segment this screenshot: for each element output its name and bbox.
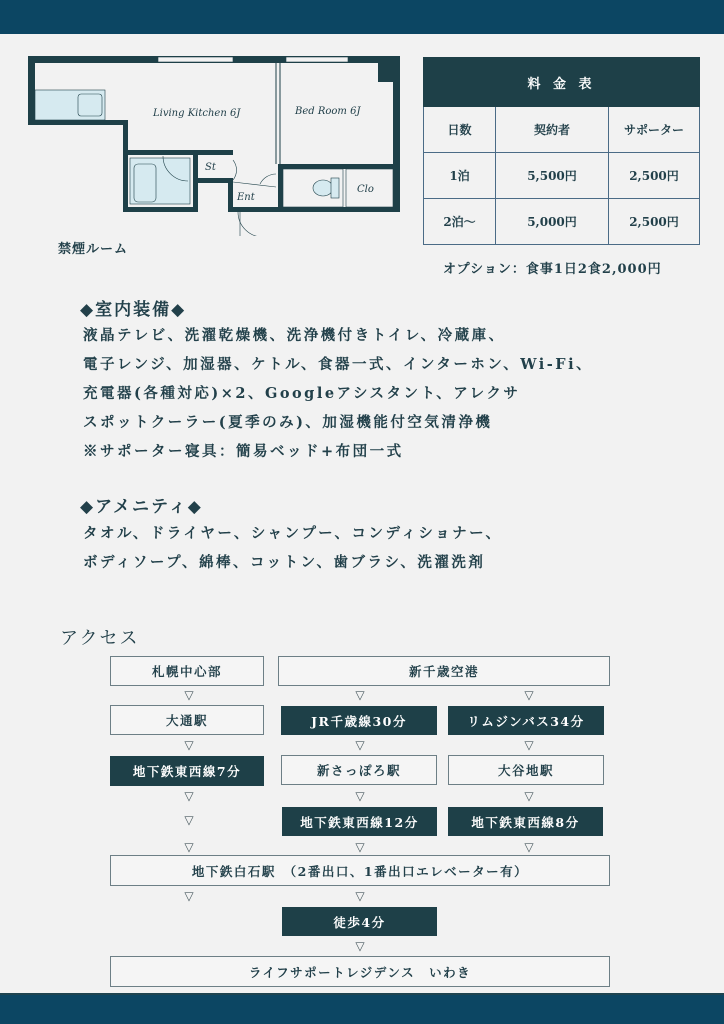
cell-supporter-price: 2,500円 — [609, 199, 700, 245]
arrow-down-icon: ▽ — [355, 889, 365, 903]
floor-plan — [28, 56, 400, 236]
room-label-bedroom: Bed Room 6J — [295, 106, 361, 117]
access-heading: アクセス — [60, 628, 140, 649]
non-smoking-label: 禁煙ルーム — [58, 242, 129, 257]
room-label-closet: Clo — [357, 184, 374, 195]
room-label-living: Living Kitchen 6J — [153, 108, 241, 119]
arrow-down-icon: ▽ — [184, 789, 194, 803]
node-tozai-line-7min: 地下鉄東西線7分 — [110, 756, 264, 786]
equipment-line: スポットクーラー(夏季のみ)、加湿機能付空気清浄機 — [83, 414, 493, 431]
arrow-down-icon: ▽ — [355, 738, 365, 752]
price-table-title: 料 金 表 — [424, 58, 700, 107]
node-tozai-line-12min: 地下鉄東西線12分 — [282, 807, 437, 836]
amenity-line: ボディソープ、綿棒、コットン、歯ブラシ、洗濯洗剤 — [83, 554, 486, 571]
node-walk-4min: 徒歩4分 — [282, 907, 437, 936]
arrow-down-icon: ▽ — [184, 889, 194, 903]
node-tozai-line-8min: 地下鉄東西線8分 — [448, 807, 603, 836]
arrow-down-icon: ▽ — [184, 688, 194, 702]
header-bar — [0, 0, 724, 34]
arrow-down-icon: ▽ — [184, 813, 194, 827]
arrow-down-icon: ▽ — [184, 738, 194, 752]
footer-bar — [0, 993, 724, 1024]
node-shiroishi-station: 地下鉄白石駅 （2番出口、1番出口エレベーター有） — [110, 855, 610, 886]
arrow-down-icon: ▽ — [355, 789, 365, 803]
cell-days: 2泊〜 — [424, 199, 496, 245]
node-destination: ライフサポートレジデンス いわき — [110, 956, 610, 987]
amenity-heading: ◆アメニティ◆ — [80, 497, 203, 517]
node-oyachi-station: 大谷地駅 — [448, 755, 604, 785]
arrow-down-icon: ▽ — [184, 840, 194, 854]
equipment-line: ※サポーター寝具：簡易ベッド+布団一式 — [83, 443, 404, 460]
header-contractor: 契約者 — [496, 107, 609, 153]
arrow-down-icon: ▽ — [355, 688, 365, 702]
cell-supporter-price: 2,500円 — [609, 153, 700, 199]
node-new-chitose-airport: 新千歳空港 — [278, 656, 610, 686]
floor-plan-drawing — [28, 56, 400, 236]
equipment-line: 電子レンジ、加湿器、ケトル、食器一式、インターホン、Wi-Fi、 — [83, 356, 594, 373]
equipment-line: 液晶テレビ、洗濯乾燥機、洗浄機付きトイレ、冷蔵庫、 — [83, 327, 506, 344]
amenity-line: タオル、ドライヤー、シャンプー、コンディショナー、 — [83, 525, 503, 542]
arrow-down-icon: ▽ — [355, 939, 365, 953]
table-row — [424, 199, 700, 245]
arrow-down-icon: ▽ — [524, 840, 534, 854]
table-row — [424, 153, 700, 199]
cell-contractor-price: 5,000円 — [496, 199, 609, 245]
node-limousine-bus: リムジンバス34分 — [448, 706, 604, 735]
header-days: 日数 — [424, 107, 496, 153]
cell-contractor-price: 5,500円 — [496, 153, 609, 199]
cell-days: 1泊 — [424, 153, 496, 199]
header-supporter: サポーター — [609, 107, 700, 153]
node-shin-sapporo-station: 新さっぽろ駅 — [281, 755, 437, 785]
arrow-down-icon: ▽ — [524, 738, 534, 752]
arrow-down-icon: ▽ — [524, 789, 534, 803]
arrow-down-icon: ▽ — [524, 688, 534, 702]
equipment-heading: ◆室内装備◆ — [80, 300, 187, 320]
room-label-entrance: Ent — [237, 192, 255, 203]
node-sapporo-center: 札幌中心部 — [110, 656, 264, 686]
price-table — [423, 57, 700, 245]
equipment-line: 充電器(各種対応)×2、Googleアシスタント、アレクサ — [83, 385, 521, 402]
meal-option-note: オプション：食事1日2食2,000円 — [443, 262, 662, 277]
node-odori-station: 大通駅 — [110, 705, 264, 735]
price-table-header-row — [424, 107, 700, 153]
room-label-storage: St — [205, 162, 216, 173]
arrow-down-icon: ▽ — [355, 840, 365, 854]
node-jr-chitose-line: JR千歳線30分 — [281, 706, 437, 735]
